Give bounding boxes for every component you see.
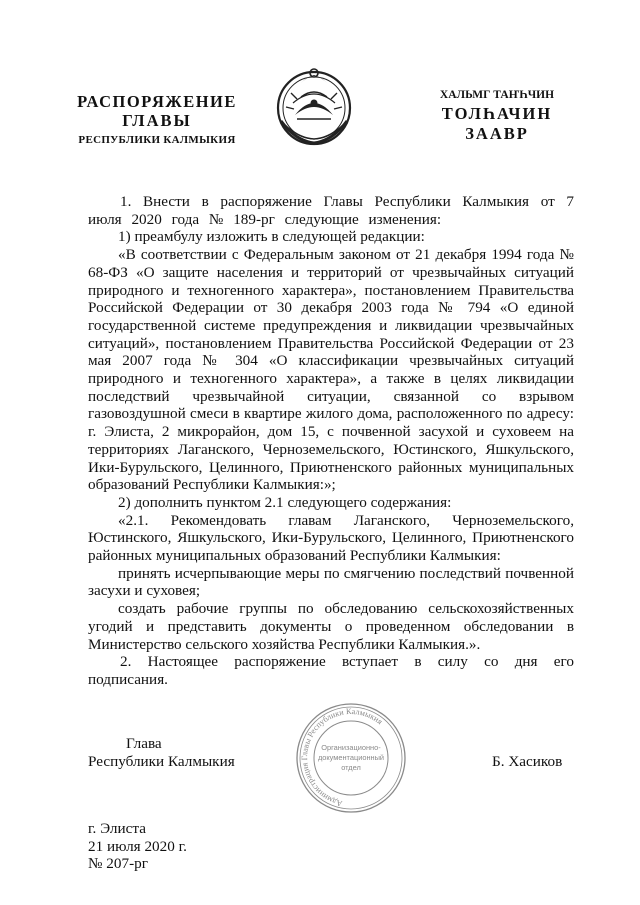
stamp-center-line1: Организационно- [321,743,381,752]
issuer-name-kalmyk: ХАЛЬМГ ТАҤҺЧИН [439,89,555,101]
signature-title [88,735,235,770]
signatory-name: Б. Хасиков [492,753,563,770]
signature-title-line1: Глава [126,735,162,752]
document-body [88,193,574,689]
paragraph-2-1: «2.1. Рекомендовать главам Лаганского, Черноземельского, Юстинского, Яшкульского, Ики-Бурульского, Целинного, Приютненского районных муниципальных образований Республики Калмыкия: [88,511,574,565]
stamp-center-line3: отдел [341,763,361,772]
paragraph-measures: принять исчерпывающие меры по смягчению последствий почвенной засухи и суховея; [88,564,574,600]
stamp-center-line2: документационный [317,753,385,762]
paragraph-preamble: «В соответствии с Федеральным законом от 21 декабря 1994 года № 68-ФЗ «О защите населения и территорий от чрезвычайных ситуаций природного и техногенного характера», постановлением Правительства Российской Федерации от 30 декабря 2003 года № 794 «О единой государственной системе предупреждения и ликвидации чрезвычайных ситуаций», постановлением Правительства Российской Федерации от 23 мая 2007 года № 304 «О классификации чрезвычайных ситуаций природного и техногенного характера», а также в целях ликвидации последствий чрезвычайной ситуации, связанной со взрывом газовоздушной смеси в квартире жилого дома, расположенного по адресу: г. Элиста, 2 микрорайон, дом 15, с почвенной засухой и суховеем на территориях Лаганского, Черноземельского, Юстинского, Яшкульского, Ики-Бурульского, Целинного, Приютненского районных муниципальных образований Республики Калмыкия:»; [88,246,574,494]
official-stamp [286,698,416,816]
doc-type-title-kalmyk: ТОЛҺАЧИН [441,104,553,123]
doc-type-title: РАСПОРЯЖЕНИЕ [77,92,237,111]
issue-date: 21 июля 2020 г. [88,837,187,855]
header-right [402,88,592,144]
header-left [62,92,252,148]
document-number: № 207-рг [88,855,148,872]
doc-type-subtitle: ГЛАВЫ [122,111,192,130]
doc-type-subtitle-kalmyk: ЗААВР [465,124,529,143]
signature-title-line2: Республики Калмыкия [88,752,235,770]
paragraph-working-groups: создать рабочие группы по обследованию сельскохозяйственных угодий и представить документы о проведенном обследовании в Министерство сельского хозяйства Республики Калмыкия.». [88,600,574,653]
paragraph-2: 2. Настоящее распоряжение вступает в силу со дня его подписания. [88,653,574,688]
paragraph-1-2: 2) дополнить пунктом 2.1 следующего содержания: [118,493,452,511]
paragraph-1: 1. Внести в распоряжение Главы Республики Калмыкия от 7 июля 2020 года № 189-рг следующие изменения: [88,193,574,228]
issue-city: г. Элиста [88,820,146,837]
document-footer [88,820,187,873]
stamp-ring-text: Администрация Главы Республики Калмыкия [300,706,385,809]
paragraph-1-1: 1) преамбулу изложить в следующей редакции: [118,228,425,246]
kalmykia-emblem-icon [271,63,357,147]
issuer-name: РЕСПУБЛИКИ КАЛМЫКИЯ [78,134,236,146]
